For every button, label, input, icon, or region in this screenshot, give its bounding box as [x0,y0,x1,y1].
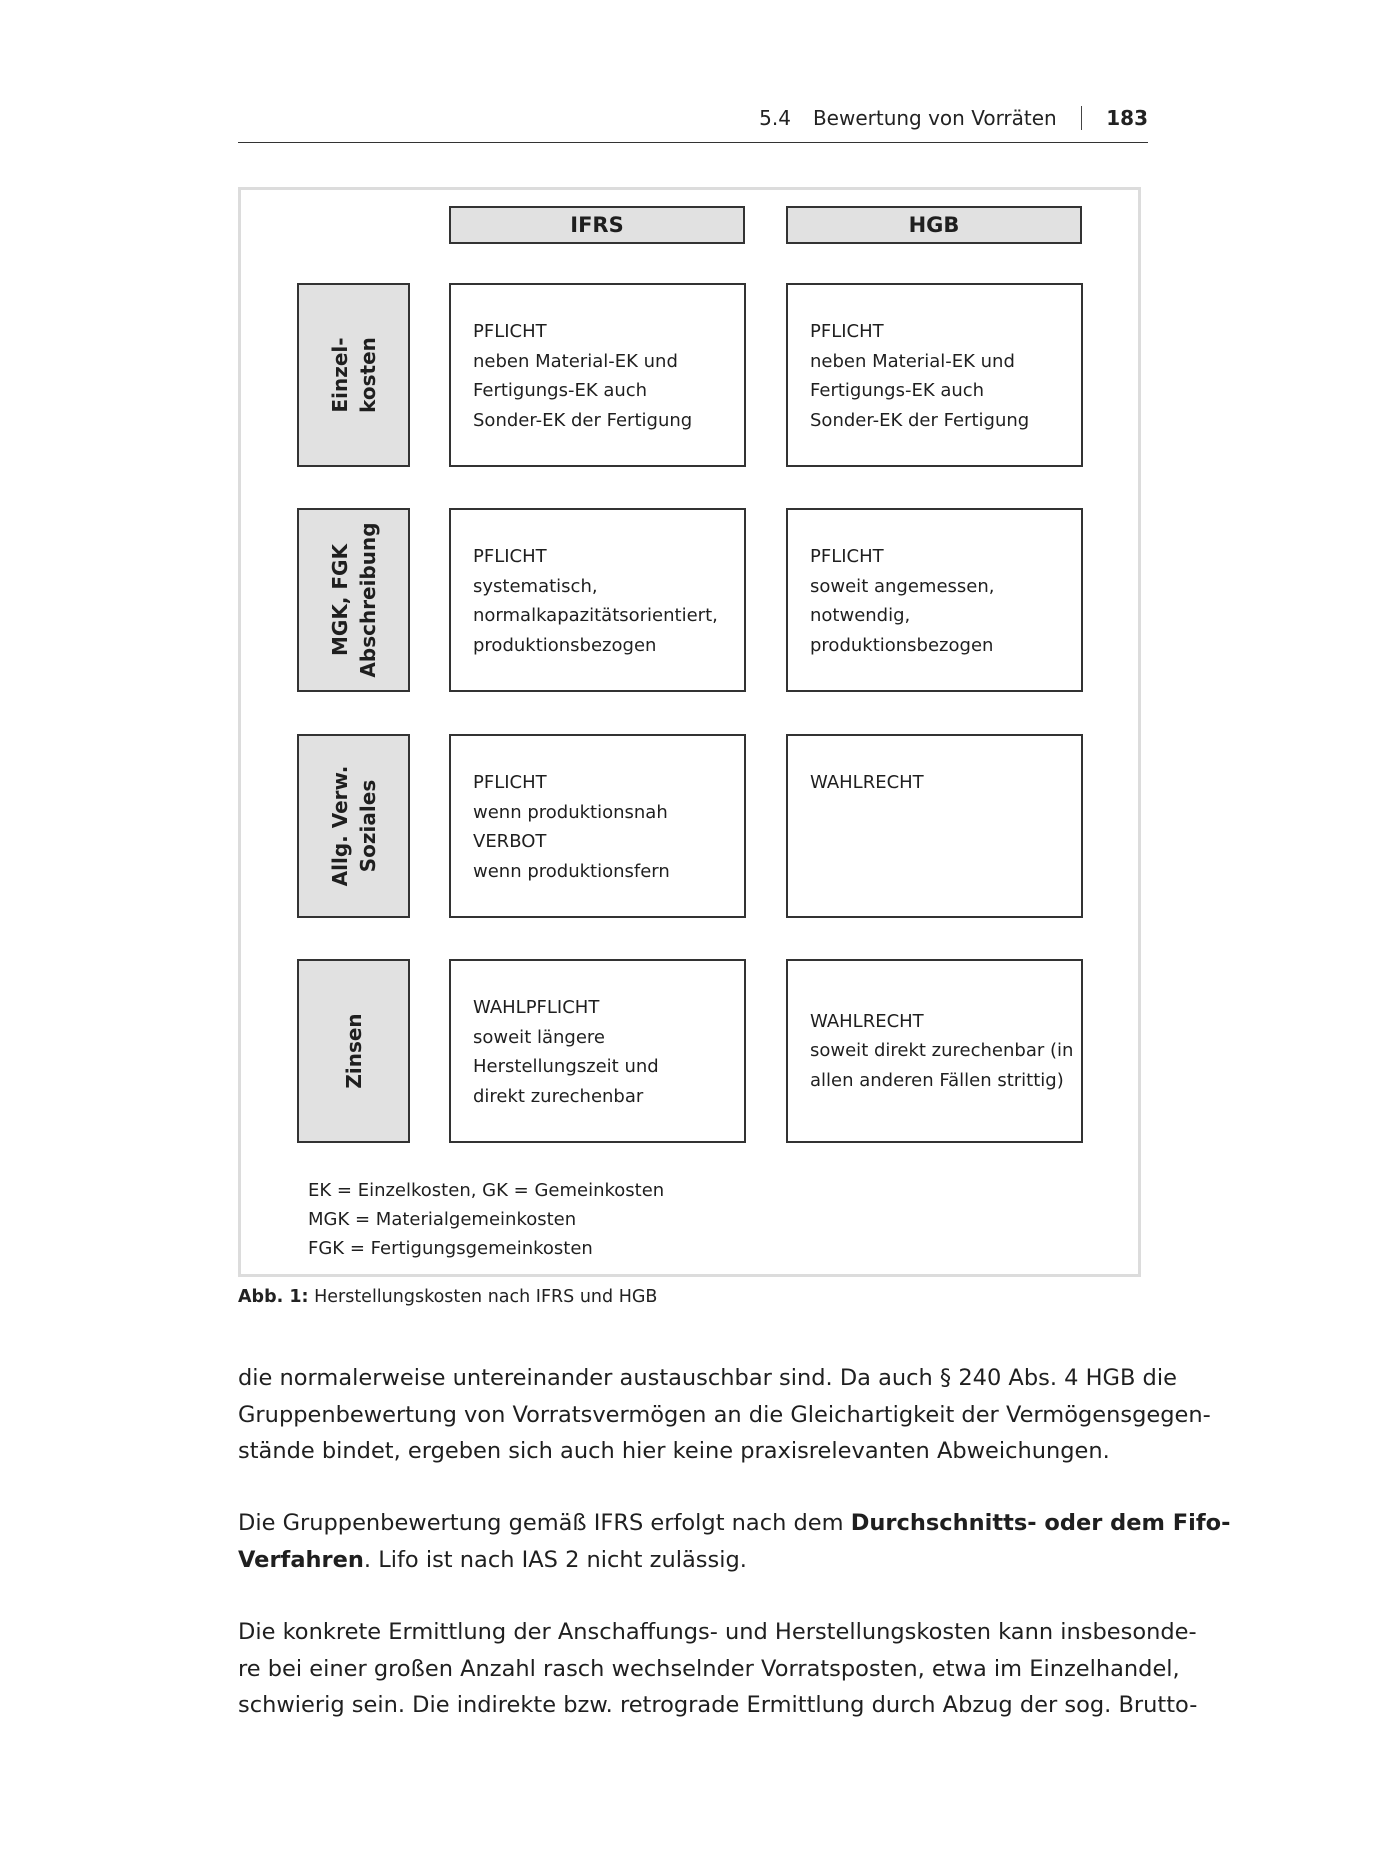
page-number: 183 [1106,106,1148,130]
cell-line: wenn produktionsnah [473,801,668,823]
cell-line: soweit längere [473,1026,605,1048]
cell-line: Fertigungs-EK auch [810,380,985,401]
cell-line: normalkapazitätsorientiert, [473,605,718,626]
paragraph-2 [238,1505,1231,1578]
cell-line: VERBOT [473,831,547,852]
cell-line: PFLICHT [473,321,547,342]
row-header-mgk-fgk [297,508,410,692]
row-header-zinsen [297,959,410,1143]
paragraph-line: die normalerweise untereinander austauschbar sind. Da auch § 240 Abs. 4 HGB die [238,1365,1177,1391]
section-number: 5.4 [759,106,791,130]
row-label-line: Soziales [355,779,380,873]
caption-text: Herstellungskosten nach IFRS und HGB [308,1287,658,1307]
paragraph-line: Die konkrete Ermittlung der Anschaffungs- und Herstellungskosten kann insbesonde- [238,1619,1197,1645]
legend-line: EK = Einzelkosten, GK = Gemeinkosten [308,1180,665,1201]
cell-zinsen-hgb [786,959,1083,1143]
paragraph-line [238,1505,1231,1542]
row-label-line: Einzel- [327,337,352,413]
paragraph-line: stände bindet, ergeben sich auch hier keine praxisrelevanten Abweichungen. [238,1438,1110,1464]
cell-line: Herstellungszeit und [473,1056,659,1077]
header-right [759,106,1148,130]
paragraph-3 [238,1614,1198,1724]
cell-mgk-fgk-ifrs [449,508,746,692]
paragraph-line: schwierig sein. Die indirekte bzw. retrograde Ermittlung durch Abzug der sog. Brutto- [238,1692,1198,1718]
cell-line: PFLICHT [473,546,547,567]
cell-line: systematisch, [473,575,598,597]
cell-line: soweit direkt zurechenbar (in [810,1040,1074,1062]
column-header-ifrs: IFRS [449,206,745,244]
running-header [238,106,1148,143]
row-label-line: Allg. Verw. [327,765,352,887]
cell-line: WAHLRECHT [810,1010,924,1032]
paragraph-line [238,1542,1148,1579]
header-separator [1081,106,1083,130]
bold-text: Durchschnitts- oder dem Fifo- [850,1510,1231,1536]
cell-line: produktionsbezogen [473,634,657,656]
column-header-hgb: HGB [786,206,1082,244]
row-label-line: MGK, FGK [327,544,352,656]
figure-legend [308,1176,664,1263]
legend-line: FGK = Fertigungsgemeinkosten [308,1238,593,1259]
cell-line: WAHLPFLICHT [473,997,600,1018]
bold-text: Verfahren [238,1546,364,1573]
cell-zinsen-ifrs [449,959,746,1143]
cell-line: Sonder-EK der Fertigung [473,409,693,431]
cell-line: produktionsbezogen [810,634,994,656]
section-title: Bewertung von Vorräten [812,106,1057,130]
cell-einzelkosten-hgb [786,283,1083,467]
cell-line: notwendig, [810,605,911,626]
row-label-line: Abschreibung [355,522,380,678]
cell-mgk-fgk-hgb [786,508,1083,692]
text-run: . Lifo ist nach IAS 2 nicht zulässig. [363,1546,747,1573]
cell-einzelkosten-ifrs [449,283,746,467]
cell-line: neben Material-EK und [810,350,1015,372]
cell-line: neben Material-EK und [473,350,678,372]
legend-line: MGK = Materialgemeinkosten [308,1209,577,1230]
figure-frame [238,187,1141,1277]
paragraph-1 [238,1360,1211,1470]
cell-line: direkt zurechenbar [473,1085,644,1107]
row-label-line: kosten [355,337,380,413]
figure-caption [238,1287,657,1307]
caption-label: Abb. 1: [238,1287,309,1307]
cell-line: PFLICHT [810,321,884,342]
cell-line: Fertigungs-EK auch [473,380,648,401]
cell-line: wenn produktionsfern [473,860,670,882]
cell-allg-verw-hgb [786,734,1083,918]
cell-allg-verw-ifrs [449,734,746,918]
cell-line: soweit angemessen, [810,575,995,597]
cell-line: Sonder-EK der Fertigung [810,409,1030,431]
cell-line: PFLICHT [473,772,547,793]
row-label-line: Zinsen [341,1013,366,1089]
paragraph-line: Gruppenbewertung von Vorratsvermögen an die Gleichartigkeit der Vermögensgegen- [238,1401,1211,1428]
cell-line: allen anderen Fällen strittig) [810,1069,1064,1091]
paragraph-line: re bei einer großen Anzahl rasch wechselnder Vorratsposten, etwa im Einzelhandel, [238,1655,1180,1682]
row-header-einzelkosten [297,283,410,467]
cell-line: PFLICHT [810,546,884,567]
row-header-allg-verw [297,734,410,918]
text-run: Die Gruppenbewertung gemäß IFRS erfolgt nach dem [238,1510,851,1536]
cell-line: WAHLRECHT [810,772,924,793]
cell-text-block [810,1007,1073,1096]
